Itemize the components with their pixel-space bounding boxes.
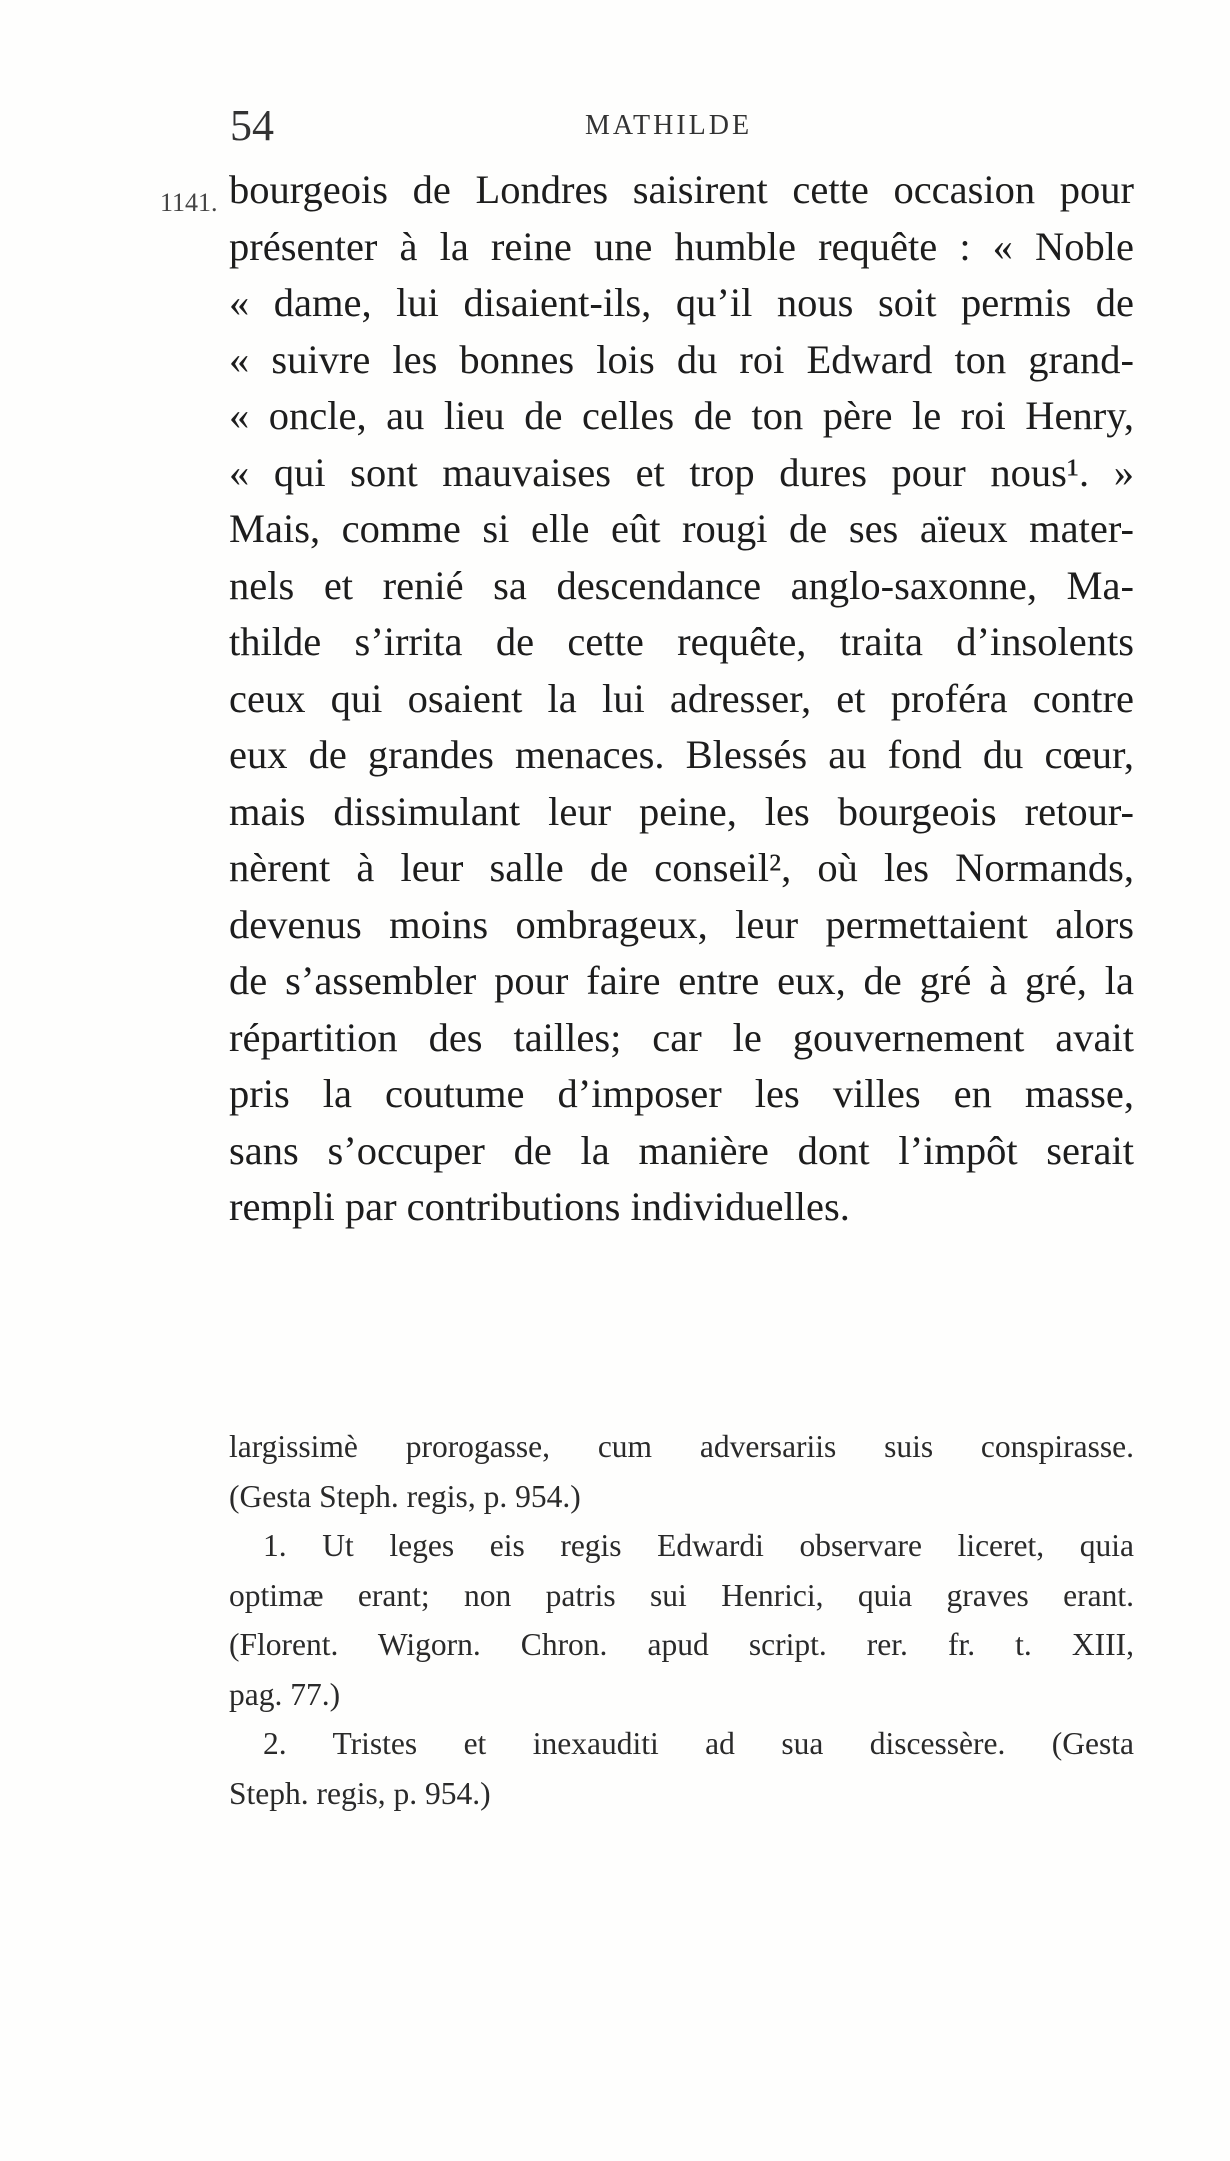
footnote-line: optimæ erant; non patris sui Henrici, quia graves erant.: [229, 1577, 1134, 1613]
footnote-line: (Gesta Steph. regis, p. 954.): [229, 1478, 581, 1514]
footnote-line: pag. 77.): [229, 1676, 341, 1712]
margin-date: 1141.: [160, 188, 218, 217]
page-number: 54: [230, 101, 274, 150]
body-line: mais dissimulant leur peine, les bourgeois retour-: [229, 788, 1134, 834]
body-line: « qui sont mauvaises et trop dures pour nous¹. »: [229, 449, 1134, 495]
footnotes: [229, 1422, 1134, 1818]
body-line: bourgeois de Londres saisirent cette occasion pour: [229, 167, 1134, 212]
footnote-line: (Florent. Wigorn. Chron. apud script. rer. fr. t. XIII,: [229, 1627, 1134, 1662]
body-line: eux de grandes menaces. Blessés au fond du cœur,: [229, 732, 1134, 777]
footnote-line: Steph. regis, p. 954.): [229, 1775, 491, 1811]
body-line: nels et renié sa descendance anglo-saxonne, Ma-: [229, 562, 1134, 608]
body-line: thilde s’irrita de cette requête, traita d’insolents: [229, 619, 1134, 664]
body-line: « dame, lui disaient-ils, qu’il nous soit permis de: [229, 280, 1134, 325]
body-text: [229, 162, 1134, 1236]
footnote-line: largissimè prorogasse, cum adversariis suis conspirasse.: [229, 1429, 1134, 1464]
footnote-line: 1. Ut leges eis regis Edwardi observare liceret, quia: [263, 1528, 1134, 1563]
body-line: nèrent à leur salle de conseil², où les Normands,: [229, 845, 1134, 890]
body-line: Mais, comme si elle eût rougi de ses aïeux mater-: [229, 506, 1134, 551]
body-line: « suivre les bonnes lois du roi Edward ton grand-: [229, 336, 1134, 382]
body-line: « oncle, au lieu de celles de ton père le roi Henry,: [229, 393, 1134, 438]
body-line: présenter à la reine une humble requête : « Noble: [229, 223, 1134, 269]
footnote-line: 2. Tristes et inexauditi ad sua discessère. (Gesta: [263, 1726, 1134, 1761]
page-header: [230, 100, 1030, 150]
body-line: pris la coutume d’imposer les villes en masse,: [229, 1071, 1134, 1116]
body-line: répartition des tailles; car le gouvernement avait: [229, 1014, 1134, 1060]
body-line: ceux qui osaient la lui adresser, et proféra contre: [229, 675, 1134, 721]
body-line: de s’assembler pour faire entre eux, de gré à gré, la: [229, 958, 1134, 1003]
body-line: devenus moins ombrageux, leur permettaient alors: [229, 901, 1134, 947]
body-line: rempli par contributions individuelles.: [229, 1184, 850, 1229]
body-line: sans s’occuper de la manière dont l’impôt serait: [229, 1127, 1134, 1173]
running-title: MATHILDE: [585, 110, 753, 141]
